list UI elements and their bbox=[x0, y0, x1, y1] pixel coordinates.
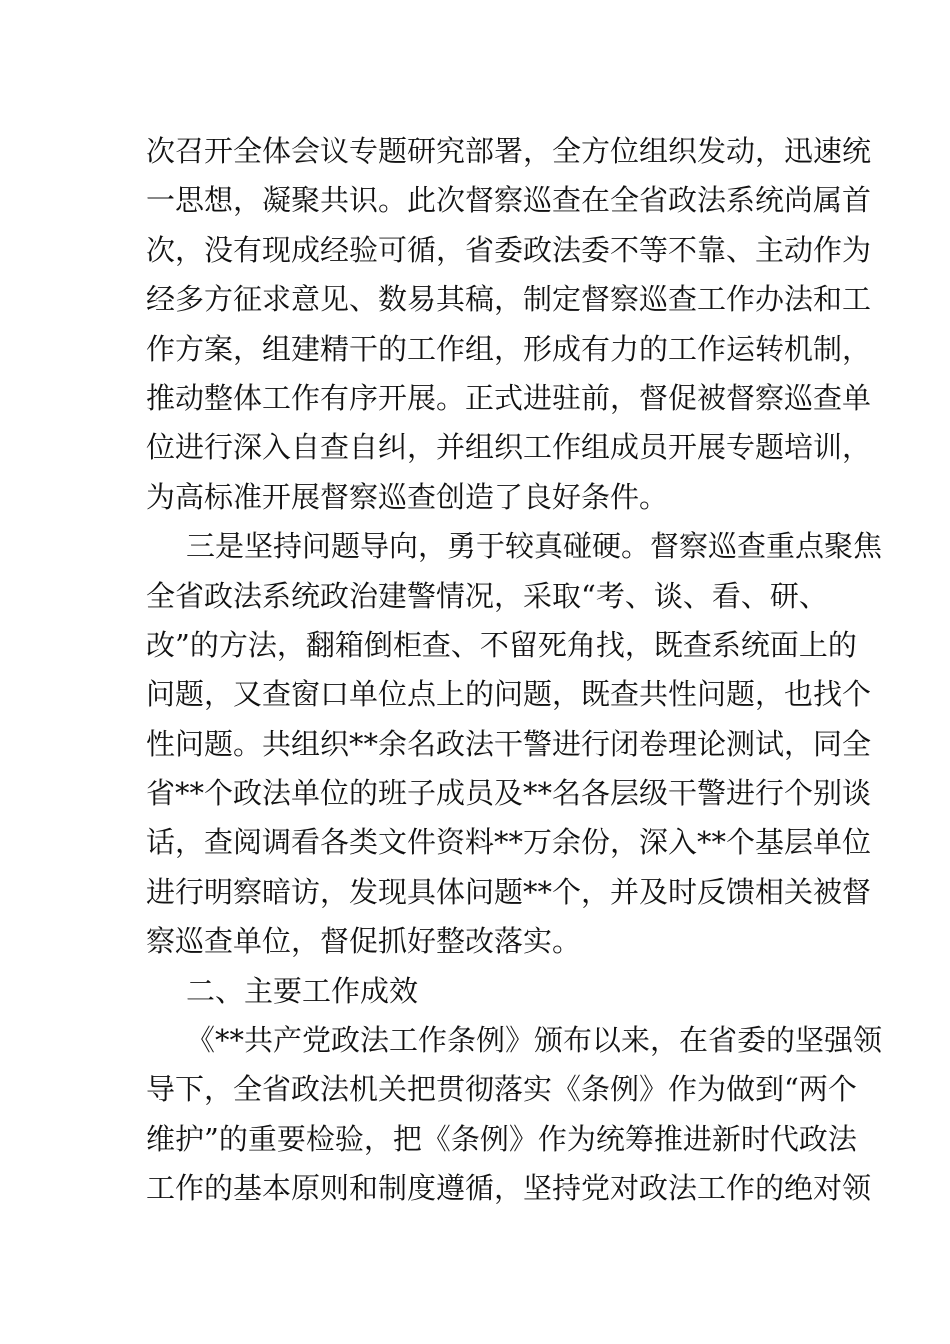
text-line: 维护”的重要检验，把《条例》作为统筹推进新时代政法 bbox=[146, 1121, 857, 1156]
document-body bbox=[146, 127, 883, 1214]
text-line: 作方案，组建精干的工作组，形成有力的工作运转机制， bbox=[146, 331, 872, 366]
paragraph-start-line: 三是坚持问题导向，勇于较真碰硬。督察巡查重点聚焦 bbox=[186, 529, 883, 564]
text-line: 推动整体工作有序开展。正式进驻前，督促被督察巡查单 bbox=[146, 380, 872, 415]
text-line: 进行明察暗访，发现具体问题**个，并及时反馈相关被督 bbox=[146, 874, 872, 909]
text-line: 性问题。共组织**余名政法干警进行闭卷理论测试，同全 bbox=[146, 726, 872, 761]
text-line: 为高标准开展督察巡查创造了良好条件。 bbox=[146, 479, 669, 514]
text-line: 全省政法系统政治建警情况，采取“考、谈、看、研、 bbox=[146, 578, 828, 613]
text-line: 工作的基本原则和制度遵循，坚持党对政法工作的绝对领 bbox=[146, 1171, 872, 1206]
text-line: 一思想，凝聚共识。此次督察巡查在全省政法系统尚属首 bbox=[146, 183, 872, 218]
paragraph-start-line: 《**共产党政法工作条例》颁布以来，在省委的坚强领 bbox=[186, 1023, 883, 1058]
text-line: 话，查阅调看各类文件资料**万余份，深入**个基层单位 bbox=[146, 825, 872, 860]
section-heading: 二、主要工作成效 bbox=[186, 973, 419, 1008]
text-line: 次，没有现成经验可循，省委政法委不等不靠、主动作为 bbox=[146, 232, 872, 267]
text-line: 导下，全省政法机关把贯彻落实《条例》作为做到“两个 bbox=[146, 1072, 857, 1107]
text-line: 问题，又查窗口单位点上的问题，既查共性问题，也找个 bbox=[146, 677, 872, 712]
text-line: 察巡查单位，督促抓好整改落实。 bbox=[146, 924, 582, 959]
text-line: 位进行深入自查自纠，并组织工作组成员开展专题培训， bbox=[146, 430, 872, 465]
text-line: 改”的方法，翻箱倒柜查、不留死角找，既查系统面上的 bbox=[146, 627, 857, 662]
text-line: 次召开全体会议专题研究部署，全方位组织发动，迅速统 bbox=[146, 134, 872, 168]
text-line: 经多方征求意见、数易其稿，制定督察巡查工作办法和工 bbox=[146, 282, 872, 317]
text-line: 省**个政法单位的班子成员及**名各层级干警进行个别谈 bbox=[146, 776, 872, 811]
